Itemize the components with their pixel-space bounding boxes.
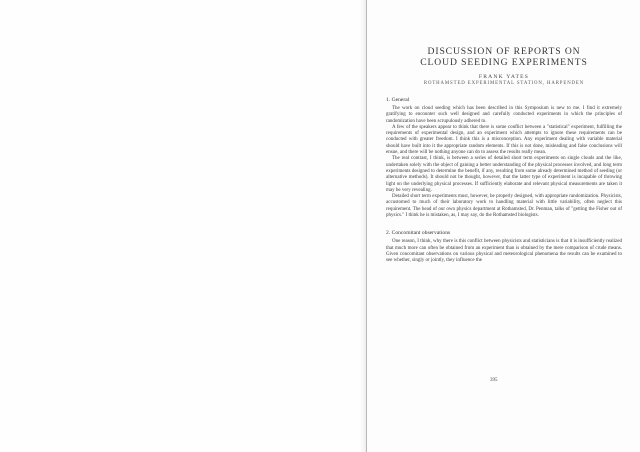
paragraph: One reason, I think, why there is this conflict between physicists and statisticians is that it is insufficiently realized that much more can often be obtained from an experiment than is obtained by the mere comparison of crude means. Given concomitant observations on various physical and meteorological phenomena the results can be examined to see whether, singly or jointly, they influence the (386, 239, 622, 264)
author-affiliation: ROTHAMSTED EXPERIMENTAL STATION, HARPENDEN (423, 81, 585, 86)
paragraph: The real contrast, I think, is between a series of detailed short term experiments on single clouds and the like, undertaken solely with the object of gaining a better understanding of the physical processes involved, and long term experiments designed to determine the benefit, if any, resulting from some already determined method of seeding (or alternative methods). It should not be thought, however, that the latter type of experiment is incapable of throwing light on the underlying physical processes. If sufficiently elaborate and relevant physical measurements are taken it may be very revealing. (386, 156, 622, 193)
paragraph: Detailed short term experiments must, however, be properly designed, with appropriate randomization. Physicists, accustomed to much of their laboratory work to handling material with little variability, often neglect this requirement. The head of our own physics department at Rothamsted, Dr. Penman, talks of "getting the Fisher out of physics." I think he is mistaken, as, I may say, do the Rothamsted biologists. (386, 194, 622, 219)
page-number: 395 (490, 378, 498, 383)
article (386, 46, 622, 265)
section-heading-general: 1. General (386, 97, 410, 103)
article-title (386, 46, 622, 68)
paragraph: A few of the speakers appear to think that there is some conflict between a "statistical" experiment, fulfilling the requirements of experimental design, and an experiment which attempts to ignore these requirements can be conducted with greater freedom. I think this is a misconception. Any experiment dealing with variable material should have built into it the appropriate random elements. If this is not done, misleading and false conclusions will ensue, and there will be nothing anyone can do to assess the results really mean. (386, 124, 622, 156)
title-line-2: CLOUD SEEDING EXPERIMENTS (420, 57, 588, 68)
title-line-1: DISCUSSION OF REPORTS ON (427, 46, 581, 57)
paragraph: The work on cloud seeding which has been described in this Symposium is new to me. I find it extremely gratifying to encounter such well designed and carefully conducted experiments in which the principles of randomization have been scrupulously adhered to. (386, 106, 622, 124)
section-heading-concomitant: 2. Concomitant observations (386, 230, 451, 237)
author-name: FRANK YATES (478, 74, 530, 80)
